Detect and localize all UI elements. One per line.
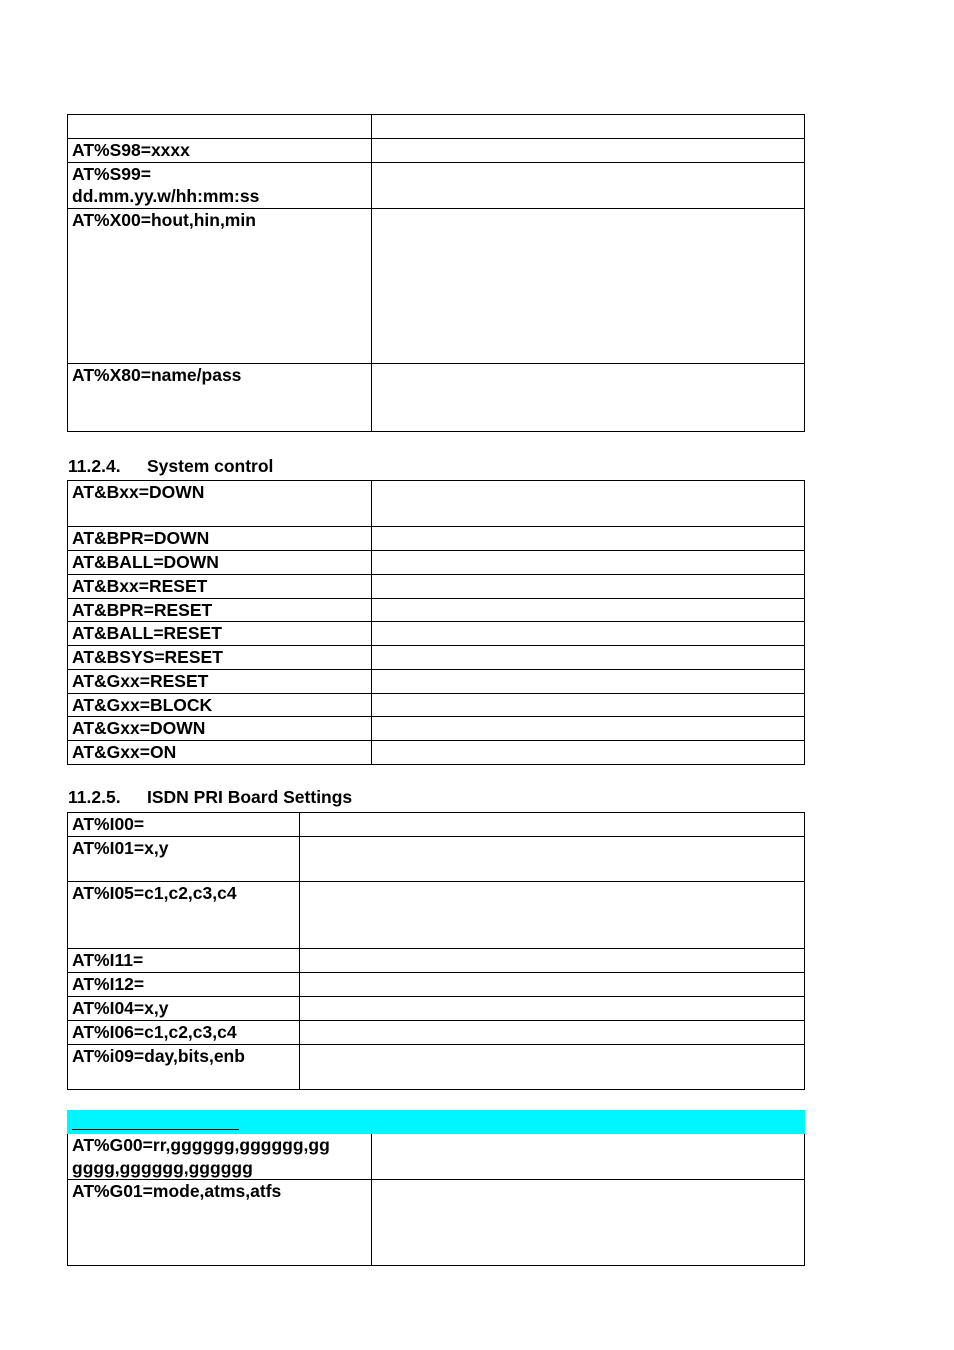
table-row bbox=[68, 1020, 805, 1044]
header-cell bbox=[68, 1111, 372, 1134]
description-cell bbox=[300, 997, 805, 1021]
table-row bbox=[68, 162, 805, 208]
command-cell: AT%I11= bbox=[68, 949, 300, 973]
command-cell: AT&BALL=DOWN bbox=[68, 551, 372, 575]
command-cell: AT%X00=hout,hin,min bbox=[68, 208, 372, 363]
settings-table-top bbox=[67, 114, 805, 432]
table-row bbox=[68, 997, 805, 1021]
section-number: 11.2.4. bbox=[68, 456, 121, 476]
table-row bbox=[68, 717, 805, 741]
command-cell: AT&BPR=RESET bbox=[68, 598, 372, 622]
description-cell bbox=[372, 741, 805, 765]
command-cell: AT&Gxx=BLOCK bbox=[68, 693, 372, 717]
table-row bbox=[68, 1044, 805, 1089]
section-title: ISDN PRI Board Settings bbox=[147, 787, 353, 807]
description-cell bbox=[300, 973, 805, 997]
command-cell: AT&BPR=DOWN bbox=[68, 527, 372, 551]
table-row bbox=[68, 837, 805, 882]
description-cell bbox=[300, 882, 805, 949]
table-row bbox=[68, 646, 805, 670]
description-cell bbox=[300, 813, 805, 837]
description-cell bbox=[372, 717, 805, 741]
description-cell bbox=[300, 949, 805, 973]
section-title: System control bbox=[147, 456, 274, 476]
table-row bbox=[68, 527, 805, 551]
command-cell: AT&Gxx=RESET bbox=[68, 669, 372, 693]
description-cell bbox=[300, 1044, 805, 1089]
description-cell bbox=[372, 598, 805, 622]
command-cell: AT&Gxx=ON bbox=[68, 741, 372, 765]
command-cell bbox=[68, 115, 372, 139]
table-row bbox=[68, 813, 805, 837]
description-cell bbox=[372, 1134, 805, 1180]
description-cell bbox=[372, 115, 805, 139]
table-row bbox=[68, 574, 805, 598]
command-cell: AT%I00= bbox=[68, 813, 300, 837]
command-cell: AT&BALL=RESET bbox=[68, 622, 372, 646]
table-row bbox=[68, 693, 805, 717]
command-cell: AT%S98=xxxx bbox=[68, 139, 372, 163]
table-row bbox=[68, 551, 805, 575]
command-cell: AT%I12= bbox=[68, 973, 300, 997]
description-cell bbox=[372, 669, 805, 693]
table-row bbox=[68, 949, 805, 973]
command-cell: AT%G01=mode,atms,atfs bbox=[68, 1180, 372, 1266]
description-cell bbox=[372, 363, 805, 431]
description-cell bbox=[372, 162, 805, 208]
description-cell bbox=[300, 1020, 805, 1044]
description-cell bbox=[372, 574, 805, 598]
description-cell bbox=[300, 837, 805, 882]
table-row bbox=[68, 669, 805, 693]
description-cell bbox=[372, 139, 805, 163]
table-row bbox=[68, 363, 805, 431]
command-cell: AT%I04=x,y bbox=[68, 997, 300, 1021]
header-cell bbox=[372, 1111, 805, 1134]
table-row bbox=[68, 481, 805, 527]
command-cell: AT%I01=x,y bbox=[68, 837, 300, 882]
description-cell bbox=[372, 1180, 805, 1266]
command-cell: AT%i09=day,bits,enb bbox=[68, 1044, 300, 1089]
command-cell: AT&BSYS=RESET bbox=[68, 646, 372, 670]
command-cell: AT&Gxx=DOWN bbox=[68, 717, 372, 741]
table-row bbox=[68, 741, 805, 765]
description-cell bbox=[372, 527, 805, 551]
command-cell: AT&Bxx=RESET bbox=[68, 574, 372, 598]
section-number: 11.2.5. bbox=[68, 787, 121, 807]
section-heading-system-control bbox=[68, 455, 273, 477]
command-cell: AT%I06=c1,c2,c3,c4 bbox=[68, 1020, 300, 1044]
description-cell bbox=[372, 693, 805, 717]
table-row bbox=[68, 115, 805, 139]
isdn-pri-table bbox=[67, 812, 805, 1090]
table-header-row bbox=[68, 1111, 805, 1134]
table-row bbox=[68, 622, 805, 646]
command-cell: AT%G00=rr,gggggg,gggggg,gg gggg,gggggg,gggggg bbox=[68, 1134, 372, 1180]
command-cell: AT%S99= dd.mm.yy.w/hh:mm:ss bbox=[68, 162, 372, 208]
system-control-table bbox=[67, 480, 805, 765]
table-row bbox=[68, 598, 805, 622]
table-row bbox=[68, 139, 805, 163]
description-cell bbox=[372, 481, 805, 527]
command-cell: AT%I05=c1,c2,c3,c4 bbox=[68, 882, 300, 949]
description-cell bbox=[372, 551, 805, 575]
gsm-table bbox=[67, 1110, 805, 1266]
description-cell bbox=[372, 622, 805, 646]
description-cell bbox=[372, 208, 805, 363]
table-row bbox=[68, 973, 805, 997]
table-row bbox=[68, 1134, 805, 1180]
table-row bbox=[68, 1180, 805, 1266]
table-row bbox=[68, 882, 805, 949]
header-underline bbox=[72, 1129, 239, 1130]
command-cell: AT%X80=name/pass bbox=[68, 363, 372, 431]
section-heading-isdn-pri bbox=[68, 786, 352, 808]
description-cell bbox=[372, 646, 805, 670]
table-row bbox=[68, 208, 805, 363]
command-cell: AT&Bxx=DOWN bbox=[68, 481, 372, 527]
